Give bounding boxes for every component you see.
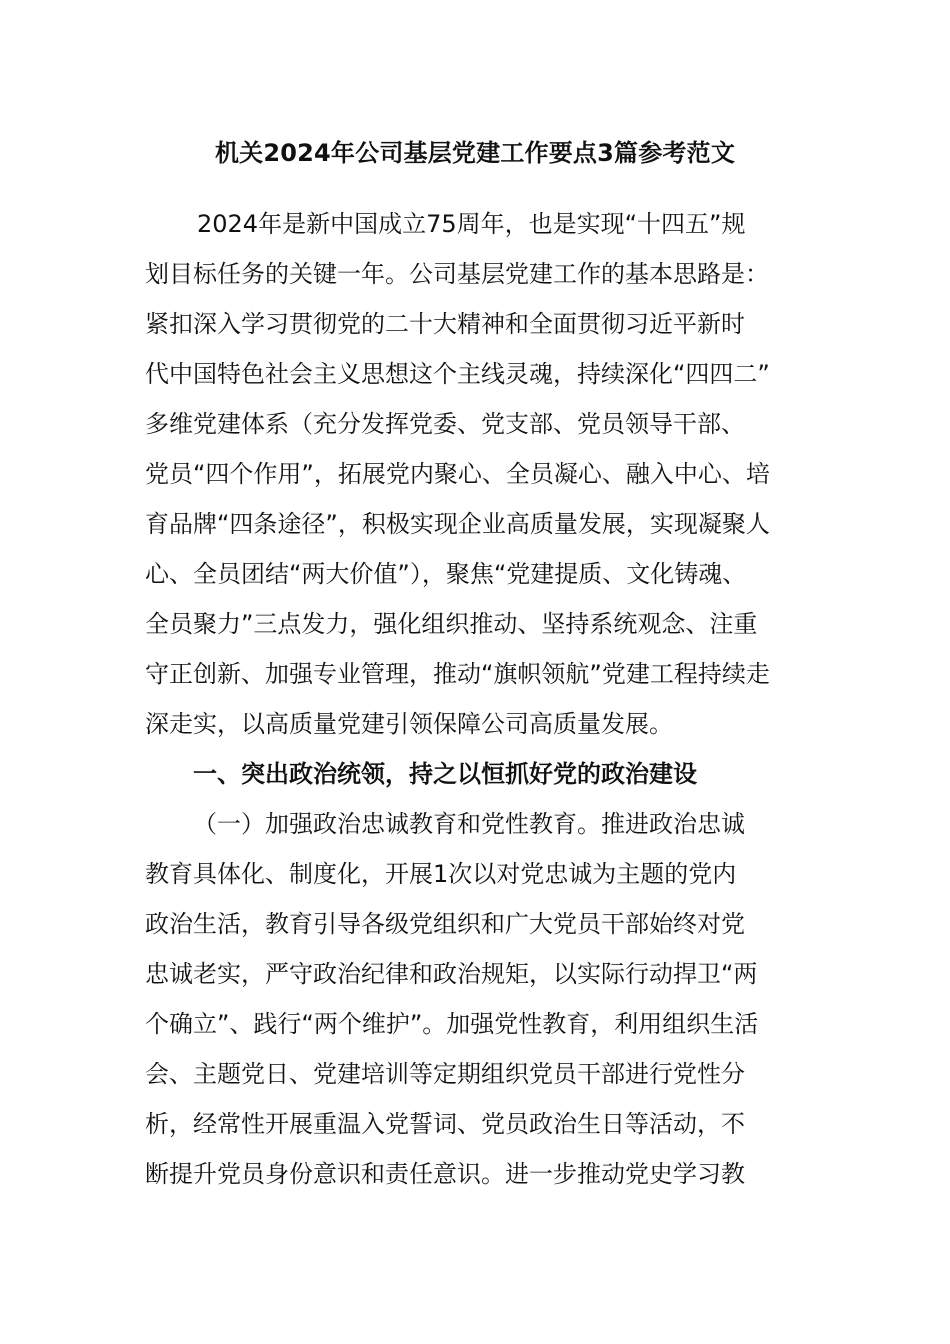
paragraph-line: 全员聚力”三点发力，强化组织推动、坚持系统观念、注重 [145,610,758,638]
paragraph-line: 深走实，以高质量党建引领保障公司高质量发展。 [145,710,673,738]
section-heading: 一、突出政治统领，持之以恒抓好党的政治建设 [193,760,697,788]
paragraph-line: 政治生活，教育引导各级党组织和广大党员干部始终对党 [145,910,745,938]
paragraph-line: 育品牌“四条途径”，积极实现企业高质量发展，实现凝聚人 [145,510,770,538]
paragraph-line: 教育具体化、制度化，开展1次以对党忠诚为主题的党内 [145,860,737,888]
paragraph-line: 忠诚老实，严守政治纪律和政治规矩，以实际行动捍卫“两 [145,960,758,988]
paragraph-line: 代中国特色社会主义思想这个主线灵魂，持续深化“四四二” [145,360,770,388]
paragraph-line: 划目标任务的关键一年。公司基层党建工作的基本思路是： [145,260,769,288]
paragraph-line: 析，经常性开展重温入党誓词、党员政治生日等活动，不 [145,1110,745,1138]
paragraph-line: 多维党建体系（充分发挥党委、党支部、党员领导干部、 [145,410,745,438]
paragraph-line: 2024年是新中国成立75周年，也是实现“十四五”规 [197,210,746,238]
paragraph-line: 断提升党员身份意识和责任意识。进一步推动党史学习教 [145,1160,745,1188]
paragraph-line: 紧扣深入学习贯彻党的二十大精神和全面贯彻习近平新时 [145,310,745,338]
paragraph-line: 守正创新、加强专业管理，推动“旗帜领航”党建工程持续走 [145,660,770,688]
paragraph-line: 会、主题党日、党建培训等定期组织党员干部进行党性分 [145,1060,745,1088]
document-title: 机关2024年公司基层党建工作要点3篇参考范文 [214,139,736,167]
paragraph-line: （一）加强政治忠诚教育和党性教育。推进政治忠诚 [193,810,745,838]
paragraph-line: 心、全员团结“两大价值”），聚焦“党建提质、文化铸魂、 [145,560,747,588]
paragraph-line: 党员“四个作用”，拓展党内聚心、全员凝心、融入中心、培 [145,460,770,488]
paragraph-line: 个确立”、践行“两个维护”。加强党性教育，利用组织生活 [145,1010,759,1038]
